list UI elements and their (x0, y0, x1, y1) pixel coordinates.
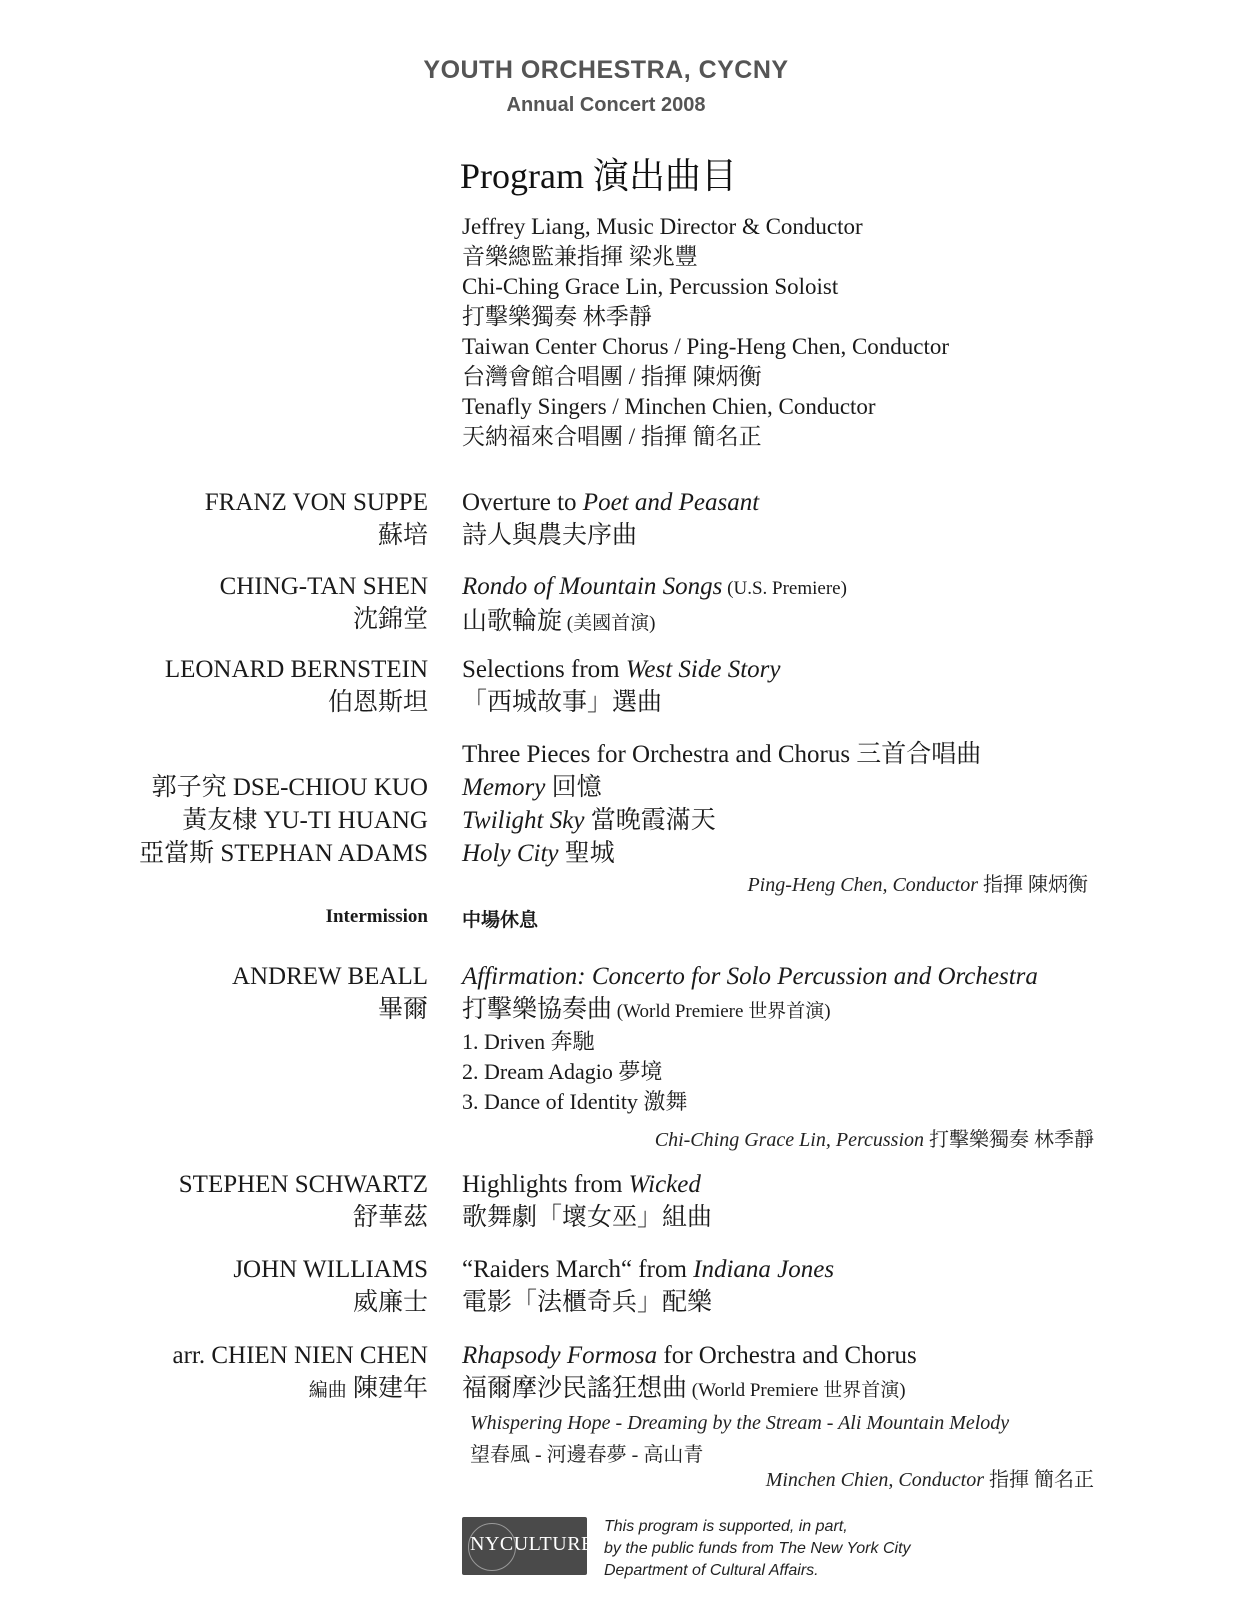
song-list: Whispering Hope - Dreaming by the Stream - Ali Mountain Melody (470, 1412, 1010, 1434)
work-block (462, 570, 847, 640)
performer-line: 天納福來合唱團 / 指揮 簡名正 (462, 424, 762, 449)
work-block (462, 960, 1038, 1028)
composer-block (233, 1253, 428, 1319)
program-title: Program 演出曲目 (460, 156, 737, 196)
composer-name: 黃友棣 YU-TI HUANG (182, 807, 428, 834)
conductor-credit: Ping-Heng Chen, Conductor 指揮 陳炳衡 (747, 874, 1088, 896)
work-title: Selections from West Side Story (462, 656, 781, 683)
composer-name-zh: 編曲 陳建年 (308, 1375, 428, 1402)
composer-name-zh: 畢爾 (377, 996, 428, 1023)
nyculture-logo (462, 1517, 594, 1575)
composer-block (232, 960, 428, 1026)
composer-block (220, 570, 428, 636)
movement-item: 1. Driven 奔馳 (462, 1029, 595, 1054)
work-title-zh: 詩人與農夫序曲 (462, 522, 638, 549)
performer-line: Taiwan Center Chorus / Ping-Heng Chen, Conductor (462, 334, 950, 359)
performer-line: 打擊樂獨奏 林季靜 (462, 304, 652, 329)
intermission-label: Intermission (325, 906, 428, 927)
work-title: Rondo of Mountain Songs (U.S. Premiere) (462, 573, 847, 600)
work-title-zh: 「西城故事」選曲 (462, 689, 663, 716)
composer-name: JOHN WILLIAMS (233, 1256, 428, 1283)
performer-line: 音樂總監兼指揮 梁兆豐 (462, 244, 698, 269)
work-title-zh: 打擊樂協奏曲 (World Premiere 世界首演) (462, 996, 831, 1023)
funding-line: This program is supported, in part, (604, 1518, 848, 1535)
work-title-zh: 電影「法櫃奇兵」配樂 (462, 1289, 713, 1316)
composer-name-zh: 威廉士 (352, 1289, 428, 1316)
performer-line: Jeffrey Liang, Music Director & Conductor (462, 214, 863, 239)
composer-name: LEONARD BERNSTEIN (164, 656, 428, 683)
work-title: Holy City 聖城 (462, 840, 615, 867)
work-block (462, 653, 780, 719)
movement-item: 3. Dance of Identity 激舞 (462, 1089, 688, 1114)
composer-block (165, 653, 428, 719)
work-title: Rhapsody Formosa for Orchestra and Chorus (462, 1342, 917, 1369)
soloist-credit: Chi-Ching Grace Lin, Percussion 打擊樂獨奏 林季靜 (654, 1129, 1094, 1151)
work-block (462, 1168, 712, 1234)
work-title: Overture to Poet and Peasant (462, 489, 760, 516)
work-block (462, 1339, 917, 1407)
composer-name: 亞當斯 STEPHAN ADAMS (139, 840, 428, 867)
work-title-zh: 福爾摩沙民謠狂想曲 (World Premiere 世界首演) (462, 1375, 906, 1402)
conductor-credit: Minchen Chien, Conductor 指揮 簡名正 (765, 1469, 1094, 1491)
concert-subtitle: Annual Concert 2008 (506, 94, 706, 116)
funding-line: by the public funds from The New York City (604, 1540, 911, 1557)
composer-name: ANDREW BEALL (231, 963, 428, 990)
organization-title: YOUTH ORCHESTRA, CYCNY (423, 56, 789, 84)
funding-line: Department of Cultural Affairs. (604, 1562, 819, 1579)
composer-name: arr. CHIEN NIEN CHEN (172, 1342, 428, 1369)
work-title: Highlights from Wicked (462, 1171, 701, 1198)
composer-block (205, 486, 428, 552)
performer-line: Tenafly Singers / Minchen Chien, Conductor (462, 394, 876, 419)
work-block (462, 771, 716, 870)
work-block (462, 486, 759, 552)
composer-name: CHING-TAN SHEN (219, 573, 428, 600)
composer-block (139, 771, 428, 870)
composer-name-zh: 舒華茲 (352, 1204, 428, 1231)
song-list-zh: 望春風 - 河邊春夢 - 高山青 (470, 1444, 704, 1466)
composer-block (172, 1339, 428, 1407)
movement-item: 2. Dream Adagio 夢境 (462, 1059, 663, 1084)
work-title-zh: 山歌輪旋 (美國首演) (462, 608, 656, 635)
work-title-zh: 歌舞劇「壞女巫」組曲 (462, 1204, 713, 1231)
composer-name: FRANZ VON SUPPE (204, 489, 428, 516)
performer-list (462, 212, 949, 452)
funding-notice (604, 1516, 911, 1582)
logo-text: NYCULTURE (470, 1533, 594, 1555)
intermission-label-zh: 中場休息 (462, 910, 539, 931)
composer-name: STEPHEN SCHWARTZ (178, 1171, 428, 1198)
work-title: Affirmation: Concerto for Solo Percussion and Orchestra (462, 963, 1038, 990)
performer-line: Chi-Ching Grace Lin, Percussion Soloist (462, 274, 839, 299)
work-block (462, 1253, 834, 1319)
composer-name: 郭子究 DSE-CHIOU KUO (151, 774, 428, 801)
composer-block (179, 1168, 428, 1234)
composer-name-zh: 伯恩斯坦 (327, 689, 428, 716)
work-title: “Raiders March“ from Indiana Jones (462, 1256, 835, 1283)
three-pieces-heading: Three Pieces for Orchestra and Chorus 三首合唱曲 (462, 741, 982, 768)
performer-line: 台灣會館合唱團 / 指揮 陳炳衡 (462, 364, 762, 389)
composer-name-zh: 沈錦堂 (352, 606, 428, 633)
movement-list (462, 1027, 687, 1117)
work-title: Memory 回憶 (462, 774, 602, 801)
composer-name-zh: 蘇培 (377, 522, 428, 549)
work-title: Twilight Sky 當晚霞滿天 (462, 807, 716, 834)
